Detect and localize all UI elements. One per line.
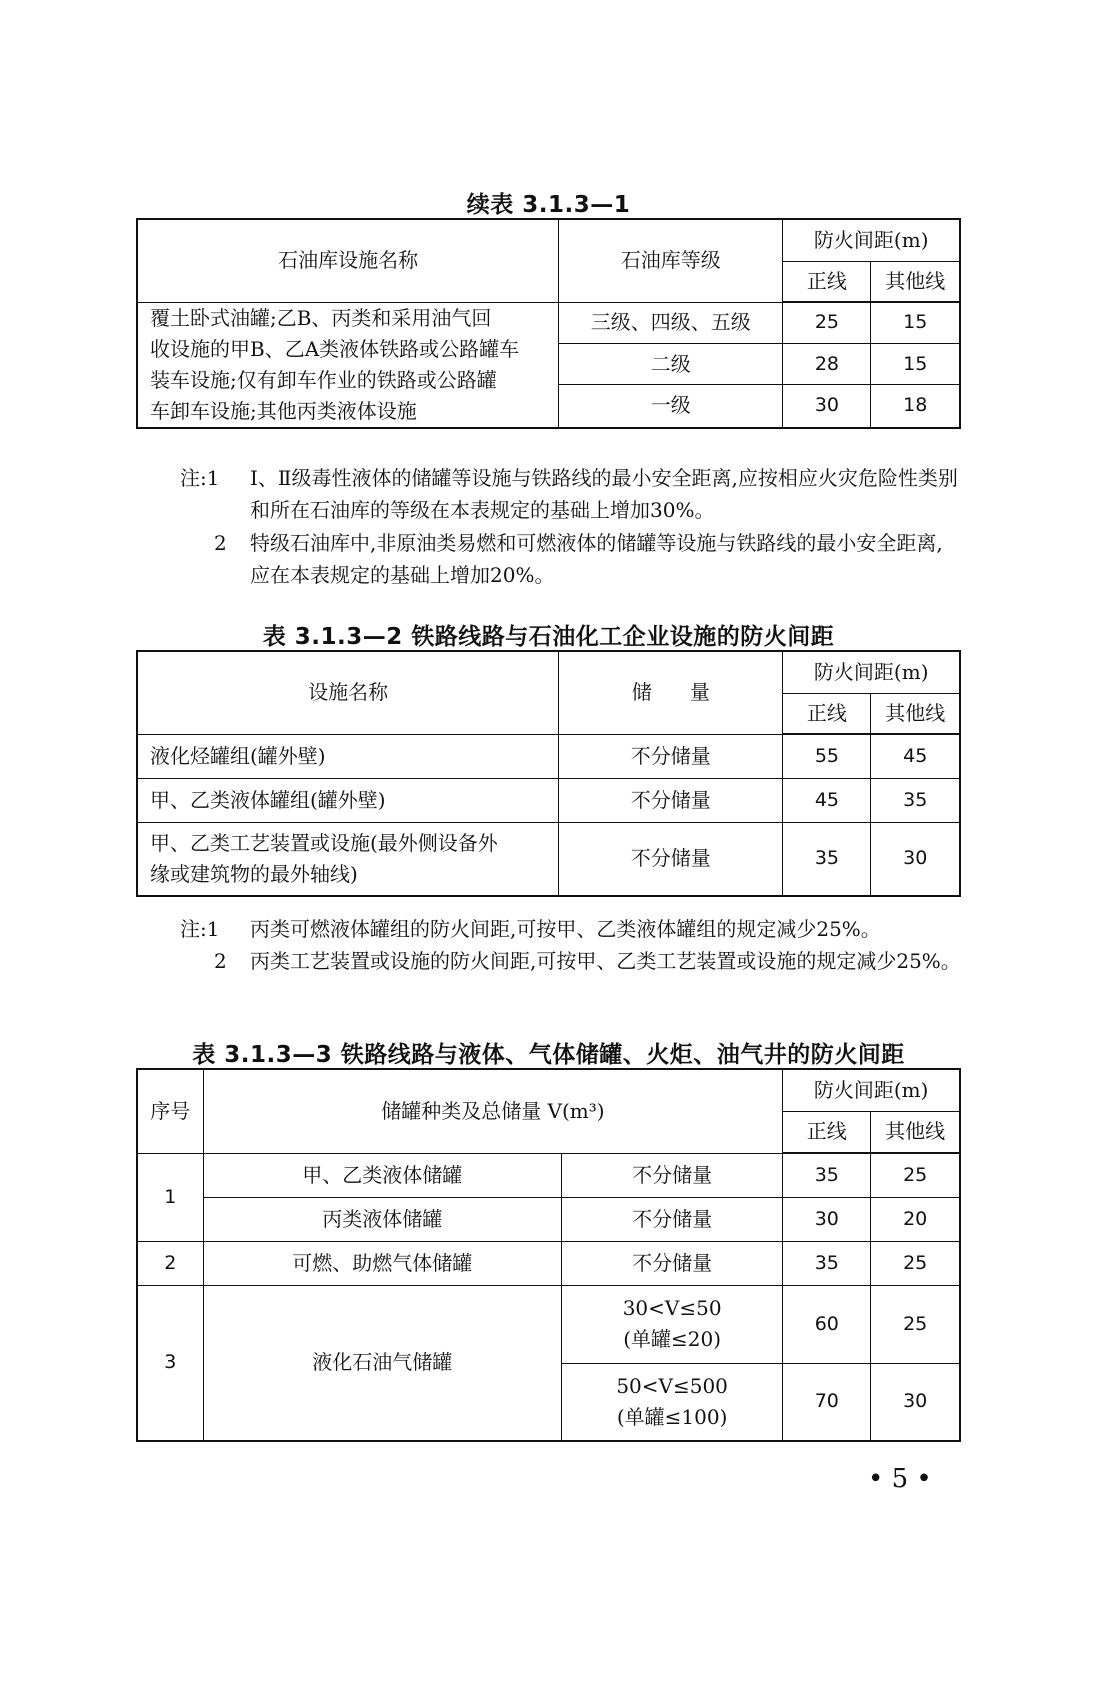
table3-main-cell: 30 [783,1197,871,1241]
table2-name-line: 缘或建筑物的最外轴线) [150,861,358,886]
table2-other-cell: 35 [871,778,960,822]
table3-type-cell: 甲、乙类液体储罐 [203,1153,561,1197]
table2-name-line: 甲、乙类工艺装置或设施(最外侧设备外 [150,830,498,855]
table3-other-cell: 20 [871,1197,960,1241]
table1 [136,218,961,429]
table2-header-other: 其他线 [871,693,960,734]
table1-header-name: 石油库设施名称 [137,219,559,302]
table1-header-distance: 防火间距(m) [783,219,960,261]
table2-name-cell [137,822,559,896]
table3-main-cell: 70 [783,1363,871,1441]
table3-other-cell: 25 [871,1153,960,1197]
table1-note-text: Ⅰ、Ⅱ级毒性液体的储罐等设施与铁路线的最小安全距离,应按相应火灾危险性类别和所在石油库的等级在本表规定的基础上增加30%。 [250,466,958,522]
table3-storage-cell [561,1285,782,1363]
table3-storage-cell: 不分储量 [561,1241,782,1285]
table2-note-number: 2 [214,949,227,973]
table2-notes-label: 注:1 [180,917,220,941]
table3-header-other: 其他线 [871,1111,960,1153]
table1-facility-line: 覆土卧式油罐;乙B、丙类和采用油气回 [150,305,492,330]
page-number: • 5 • [868,1464,932,1494]
table1-facility-line: 装车设施;仅有卸车作业的铁路或公路罐 [150,367,497,392]
table3-storage-line: (单罐≤100) [616,1404,728,1429]
table2-note-text: 丙类工艺装置或设施的防火间距,可按甲、乙类工艺装置或设施的规定减少25%。 [250,949,961,973]
table2-storage-cell: 不分储量 [559,734,783,778]
table3-storage-cell: 不分储量 [561,1197,782,1241]
table1-header-main: 正线 [783,261,871,302]
table2-other-cell: 45 [871,734,960,778]
table3-main-cell: 60 [783,1285,871,1363]
table3-storage-line: 30<V≤50 [622,1296,722,1320]
table3-caption: 表 3.1.3—3 铁路线路与液体、气体储罐、火炬、油气井的防火间距 [192,1042,905,1068]
table3-header-type: 储罐种类及总储量 V(m³) [203,1069,783,1153]
table3-storage-cell: 不分储量 [561,1153,782,1197]
table1-grade-cell: 一级 [559,385,783,428]
table1-facility-line: 车卸车设施;其他丙类液体设施 [150,398,417,423]
table2-storage-cell: 不分储量 [559,822,783,896]
table3-main-cell: 35 [783,1153,871,1197]
table2-main-cell: 45 [783,778,871,822]
table3-type-cell: 液化石油气储罐 [203,1285,561,1441]
table3-main-cell: 35 [783,1241,871,1285]
table3-other-cell: 25 [871,1241,960,1285]
table3-type-cell: 丙类液体储罐 [203,1197,561,1241]
table2-header-main: 正线 [783,693,871,734]
table1-other-cell: 15 [871,302,960,343]
table1-header-grade: 石油库等级 [559,219,783,302]
table1-note-number: 2 [214,531,227,555]
table1-grade-cell: 二级 [559,343,783,384]
table2-caption: 表 3.1.3—2 铁路线路与石油化工企业设施的防火间距 [262,624,835,650]
table1-grade-cell: 三级、四级、五级 [559,302,783,343]
table2-other-cell: 30 [871,822,960,896]
table3-storage-cell [561,1363,782,1441]
table1-main-cell: 28 [783,343,871,384]
table1-facility-cell [137,302,559,428]
table2 [136,650,961,897]
table3-storage-line: (单罐≤20) [623,1327,722,1351]
table3-type-cell: 可燃、助燃气体储罐 [203,1241,561,1285]
table1-facility-line: 收设施的甲B、乙A类液体铁路或公路罐车 [150,336,520,361]
table3-seq-cell: 3 [137,1285,203,1441]
table2-header-storage: 储 量 [559,651,783,734]
table3-other-cell: 25 [871,1285,960,1363]
table2-storage-cell: 不分储量 [559,778,783,822]
table3-header-seq: 序号 [137,1069,203,1153]
table2-header-distance: 防火间距(m) [783,651,960,693]
table2-name-cell: 甲、乙类液体罐组(罐外壁) [137,778,559,822]
table2-main-cell: 35 [783,822,871,896]
table1-notes-label: 注:1 [180,466,220,490]
table3-header-distance: 防火间距(m) [783,1069,960,1111]
table3-storage-line: 50<V≤500 [616,1373,728,1398]
table1-other-cell: 18 [871,385,960,428]
table1-other-cell: 15 [871,343,960,384]
table2-name-cell: 液化烃罐组(罐外壁) [137,734,559,778]
table1-note-text: 特级石油库中,非原油类易燃和可燃液体的储罐等设施与铁路线的最小安全距离,应在本表规定的基础上增加20%。 [250,531,943,587]
table1-caption: 续表 3.1.3—1 [466,192,631,218]
table3-other-cell: 30 [871,1363,960,1441]
table3-seq-cell: 2 [137,1241,203,1285]
table3-header-main: 正线 [783,1111,871,1153]
table1-main-cell: 30 [783,385,871,428]
table1-main-cell: 25 [783,302,871,343]
table2-header-name: 设施名称 [137,651,559,734]
table2-main-cell: 55 [783,734,871,778]
table1-header-other: 其他线 [871,261,960,302]
table2-note-text: 丙类可燃液体罐组的防火间距,可按甲、乙类液体罐组的规定减少25%。 [250,917,881,941]
table3-seq-cell: 1 [137,1153,203,1241]
table3 [136,1068,961,1442]
